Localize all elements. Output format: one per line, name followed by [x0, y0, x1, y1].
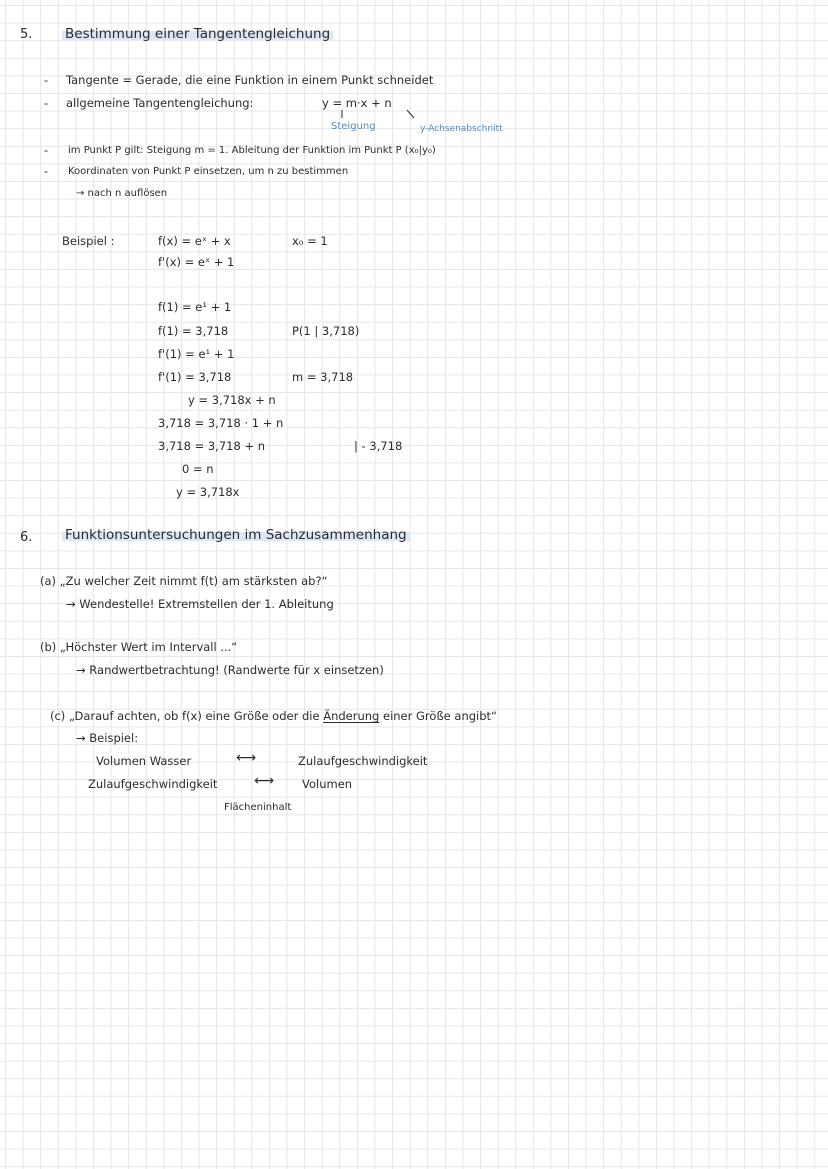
annotation-strokes [330, 108, 420, 124]
example-c-label: → Beispiel: [76, 731, 139, 745]
answer-a: → Wendestelle! Extremstellen der 1. Ableitung [66, 597, 334, 611]
section-5-number: 5. [20, 27, 33, 42]
coordinates-rule: Koordinaten von Punkt P einsetzen, um n zu bestimmen [68, 166, 349, 177]
derivative-f: f'(x) = eˣ + 1 [158, 255, 235, 269]
bullet-dash: - [44, 143, 49, 157]
question-c-pre: (c) „Darauf achten, ob f(x) eine Größe oder die [50, 709, 320, 723]
general-equation-label: allgemeine Tangentengleichung: [66, 96, 254, 110]
pair2-right: Volumen [302, 777, 353, 791]
question-c-underlined: Änderung [323, 709, 380, 723]
tangent-result: y = 3,718x [176, 485, 240, 499]
solve-for-n: → nach n auflösen [76, 188, 168, 199]
slope-rule: im Punkt P gilt: Steigung m = 1. Ableitung der Funktion im Punkt P (x₀|y₀) [68, 145, 436, 156]
general-equation: y = m·x + n [322, 96, 392, 110]
pair1-left: Volumen Wasser [96, 754, 192, 768]
x0-value: x₀ = 1 [292, 234, 328, 248]
question-c [50, 709, 497, 723]
pair2-left: Zulaufgeschwindigkeit [88, 777, 218, 791]
question-b: (b) „Höchster Wert im Intervall ...“ [40, 640, 238, 654]
question-a: (a) „Zu welcher Zeit nimmt f(t) am stärksten ab?“ [40, 574, 328, 588]
steigung-label: Steigung [331, 121, 376, 132]
step-f1-expression: f(1) = e¹ + 1 [158, 300, 232, 314]
equation-step-4: 0 = n [182, 462, 214, 476]
example-label: Beispiel : [62, 234, 115, 248]
function-f: f(x) = eˣ + x [158, 234, 231, 248]
equation-step-2: 3,718 = 3,718 · 1 + n [158, 416, 284, 430]
slope-m: m = 3,718 [292, 370, 354, 384]
bullet-dash: - [44, 164, 49, 178]
equation-step-1: y = 3,718x + n [188, 393, 276, 407]
pair2-arrow-icon: ⟷ [254, 773, 275, 789]
y-achsenabschnitt-label: y-Achsenabschnitt [420, 124, 503, 134]
answer-b: → Randwertbetrachtung! (Randwerte für x einsetzen) [76, 663, 384, 677]
bullet-dash: - [44, 73, 49, 87]
pair2-sub: Flächeninhalt [224, 802, 292, 813]
point-p: P(1 | 3,718) [292, 324, 360, 338]
section-6-title: Funktionsuntersuchungen im Sachzusammenhang [62, 528, 410, 542]
bullet-dash: - [44, 96, 49, 110]
step-f1-value: f(1) = 3,718 [158, 324, 229, 338]
pair1-right: Zulaufgeschwindigkeit [298, 754, 428, 768]
equation-step-3-note: | - 3,718 [354, 439, 403, 453]
section-5-title: Bestimmung einer Tangentengleichung [62, 27, 333, 41]
pair1-arrow-icon: ⟷ [236, 750, 257, 766]
definition-tangente: Tangente = Gerade, die eine Funktion in einem Punkt schneidet [66, 73, 434, 87]
question-c-post: einer Größe angibt“ [383, 709, 498, 723]
section-6-number: 6. [20, 530, 33, 545]
step-fprime1-value: f'(1) = 3,718 [158, 370, 232, 384]
step-fprime1-expression: f'(1) = e¹ + 1 [158, 347, 235, 361]
equation-step-3: 3,718 = 3,718 + n [158, 439, 266, 453]
